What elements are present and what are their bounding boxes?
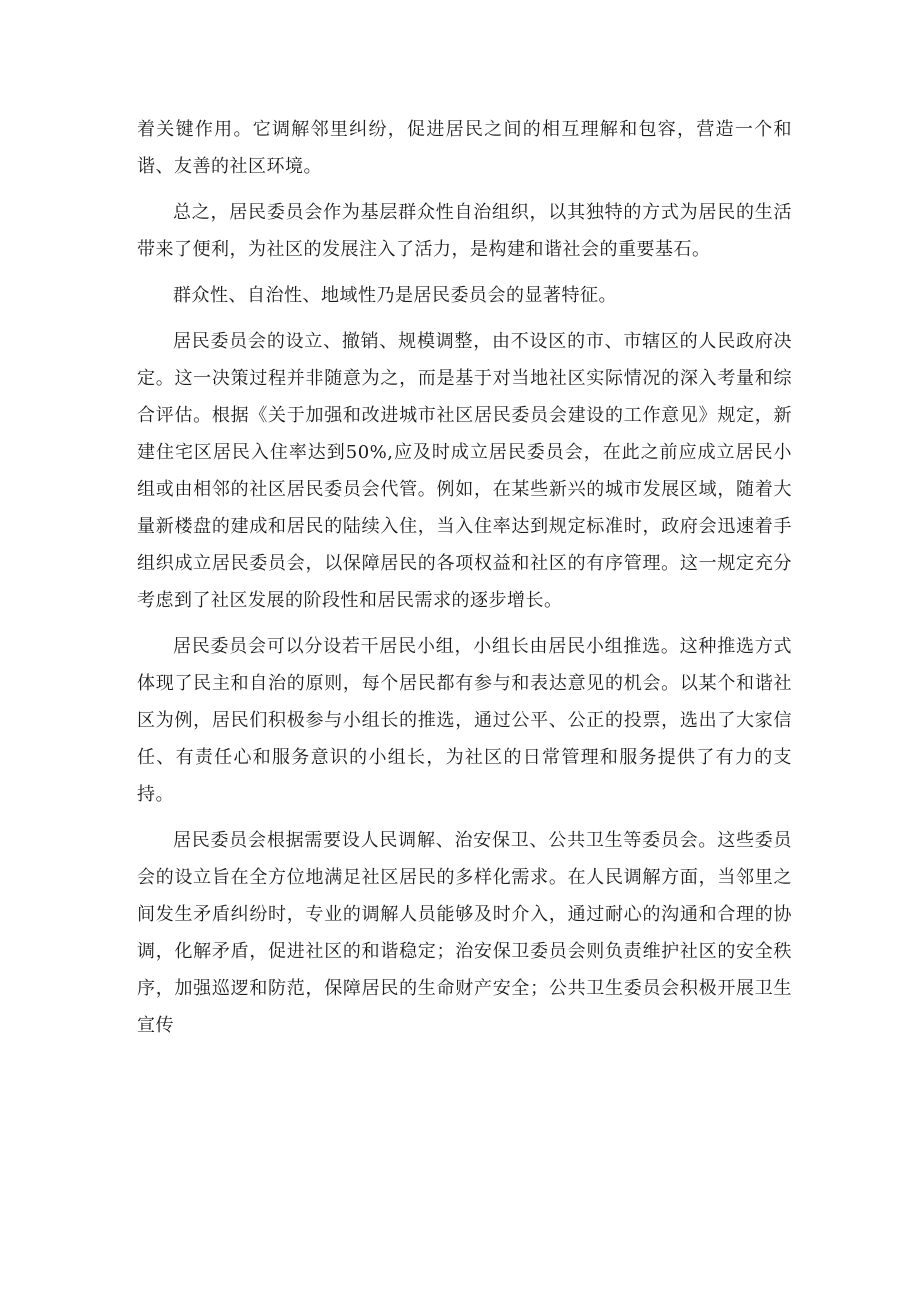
paragraph-1: 着关键作用。它调解邻里纠纷，促进居民之间的相互理解和包容，营造一个和谐、友善的社区环境。 bbox=[137, 119, 792, 177]
paragraph-2: 总之，居民委员会作为基层群众性自治组织，以其独特的方式为居民的生活带来了便利，为社区的发展注入了活力，是构建和谐社会的重要基石。 bbox=[137, 202, 792, 260]
document-body bbox=[137, 111, 792, 1053]
paragraph-5: 居民委员会可以分设若干居民小组，小组长由居民小组推选。这种推选方式体现了民主和自治的原则，每个居民都有参与和表达意见的机会。以某个和谐社区为例，居民们积极参与小组长的推选，通过公平、公正的投票，选出了大家信任、有责任心和服务意识的小组长，为社区的日常管理和服务提供了有力的支持。 bbox=[137, 636, 792, 805]
paragraph-4: 居民委员会的设立、撤销、规模调整，由不设区的市、市辖区的人民政府决定。这一决策过程并非随意为之，而是基于对当地社区实际情况的深入考量和综合评估。根据《关于加强和改进城市社区居民委员会建设的工作意见》规定，新建住宅区居民入住率达到50%,应及时成立居民委员会，在此之前应成立居民小组或由相邻的社区居民委员会代管。例如，在某些新兴的城市发展区域，随着大量新楼盘的建成和居民的陆续入住，当入住率达到规定标准时，政府会迅速着手组织成立居民委员会，以保障居民的各项权益和社区的有序管理。这一规定充分考虑到了社区发展的阶段性和居民需求的逐步增长。 bbox=[137, 331, 792, 611]
paragraph-6: 居民委员会根据需要设人民调解、治安保卫、公共卫生等委员会。这些委员会的设立旨在全方位地满足社区居民的多样化需求。在人民调解方面，当邻里之间发生矛盾纠纷时，专业的调解人员能够及时介入，通过耐心的沟通和合理的协调，化解矛盾，促进社区的和谐稳定；治安保卫委员会则负责维护社区的安全秩序，加强巡逻和防范，保障居民的生命财产安全；公共卫生委员会积极开展卫生宣传 bbox=[137, 830, 792, 1036]
paragraph-3: 群众性、自治性、地域性乃是居民委员会的显著特征。 bbox=[173, 285, 617, 306]
